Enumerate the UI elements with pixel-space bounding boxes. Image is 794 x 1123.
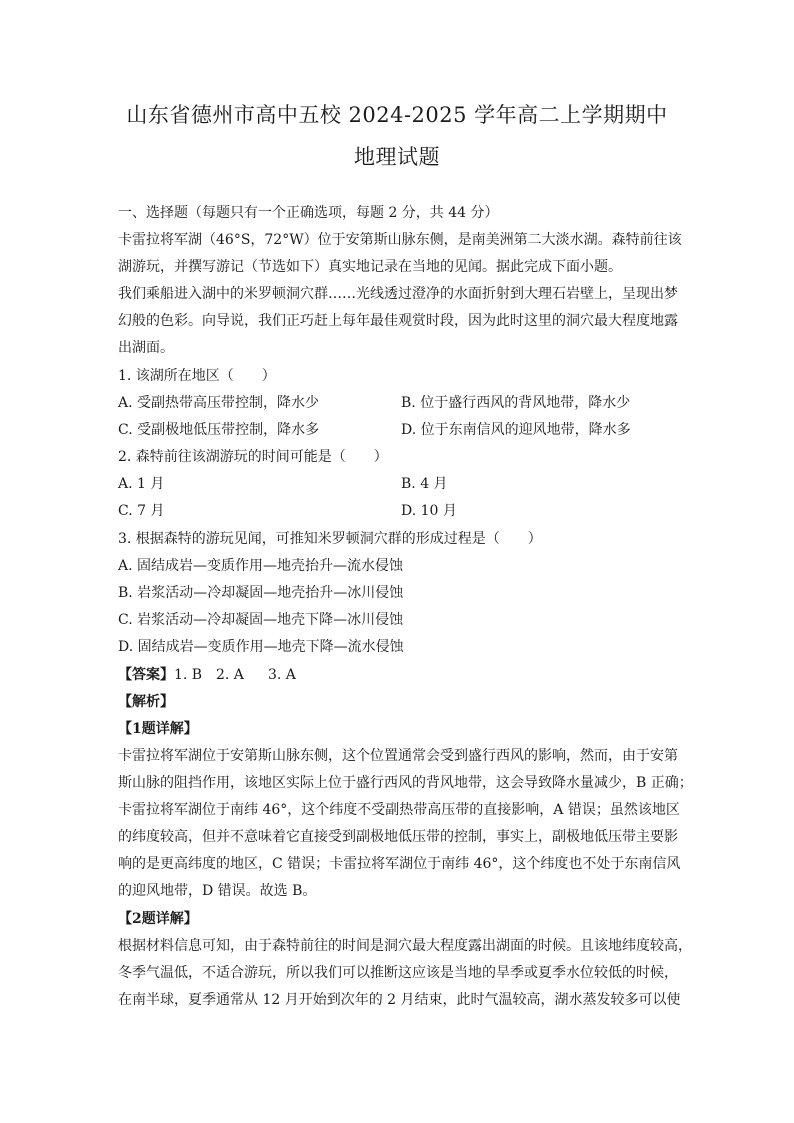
detail-2-label: 【2题详解】 — [118, 911, 198, 927]
intro-line: 卡雷拉将军湖（46°S，72°W）位于安第斯山脉东侧，是南美洲第二大淡水湖。森特前往该 — [118, 232, 682, 248]
detail-1-line: 斯山脉的阻挡作用，该地区实际上位于盛行西风的背风地带，这会导致降水量减少，B 正确； — [118, 775, 693, 791]
question-2-option-c: C. 7 月 — [118, 503, 165, 519]
question-1-option-c: C. 受副极地低压带控制，降水多 — [118, 422, 320, 438]
exam-title: 山东省德州市高中五校 2024-2025 学年高二上学期期中 — [126, 103, 668, 127]
detail-1-line: 卡雷拉将军湖位于安第斯山脉东侧，这个位置通常会受到盛行西风的影响，然而，由于安第 — [118, 748, 678, 764]
answer-line — [118, 665, 680, 685]
section-heading: 一、选择题（每题只有一个正确选项，每题 2 分，共 44 分） — [118, 205, 499, 221]
detail-2-line: 冬季气温低，不适合游玩，所以我们可以推断这应该是当地的旱季或夏季水位较低的时候， — [118, 965, 678, 981]
question-2-stem: 2. 森特前往该湖游玩的时间可能是（ ） — [118, 449, 388, 465]
intro-line: 湖游玩，并撰写游记（节选如下）真实地记录在当地的见闻。据此完成下面小题。 — [118, 259, 622, 275]
answer-2: 2. A — [216, 667, 244, 683]
answer-1: 1. B — [174, 667, 203, 683]
question-3-option-d: D. 固结成岩—变质作用—地壳下降—流水侵蚀 — [118, 639, 404, 655]
detail-1-label: 【1题详解】 — [118, 721, 198, 737]
question-1-option-d: D. 位于东南信风的迎风地带，降水多 — [401, 422, 631, 438]
question-2-option-b: B. 4 月 — [401, 476, 448, 492]
answer-3: 3. A — [268, 667, 296, 683]
question-3-option-a: A. 固结成岩—变质作用—地壳抬升—流水侵蚀 — [118, 558, 404, 574]
detail-1-line: 响的是更高纬度的地区，C 错误；卡雷拉将军湖位于南纬 46°，这个纬度也不处于东南信风 — [118, 856, 681, 872]
detail-2-line: 在南半球，夏季通常从 12 月开始到次年的 2 月结束，此时气温较高，湖水蒸发较多可以使 — [118, 992, 681, 1008]
detail-1-line: 的迎风地带，D 错误。故选 B。 — [118, 883, 317, 899]
answer-label: 【答案】 — [118, 667, 174, 683]
detail-1-line: 的纬度较高，但并不意味着它直接受到副极地低压带的控制，事实上，副极地低压带主要影 — [118, 829, 678, 845]
detail-1-line: 卡雷拉将军湖位于南纬 46°，这个纬度不受副热带高压带的直接影响，A 错误；虽然该地区 — [118, 802, 680, 818]
intro-line: 出湖面。 — [118, 340, 174, 356]
analysis-label: 【解析】 — [118, 694, 174, 710]
question-3-option-c: C. 岩浆活动—冷却凝固—地壳下降—冰川侵蚀 — [118, 612, 404, 628]
question-1-option-b: B. 位于盛行西风的背风地带，降水少 — [401, 395, 631, 411]
intro-line: 我们乘船进入湖中的米罗顿洞穴群……光线透过澄净的水面折射到大理石岩壁上，呈现出梦 — [118, 286, 678, 302]
question-2-option-d: D. 10 月 — [401, 503, 457, 519]
question-1-stem: 1. 该湖所在地区（ ） — [118, 368, 276, 384]
question-3-option-b: B. 岩浆活动—冷却凝固—地壳抬升—冰川侵蚀 — [118, 585, 404, 601]
question-2-option-a: A. 1 月 — [118, 476, 165, 492]
question-3-stem: 3. 根据森特的游玩见闻，可推知米罗顿洞穴群的形成过程是（ ） — [118, 531, 542, 547]
detail-2-line: 根据材料信息可知，由于森特前往的时间是洞穴最大程度露出湖面的时候。且该地纬度较高， — [118, 938, 692, 954]
exam-subject-title: 地理试题 — [354, 145, 440, 169]
question-1-option-a: A. 受副热带高压带控制，降水少 — [118, 395, 320, 411]
intro-line: 幻般的色彩。向导说，我们正巧赶上每年最佳观赏时段，因为此时这里的洞穴最大程度地露 — [118, 313, 678, 329]
